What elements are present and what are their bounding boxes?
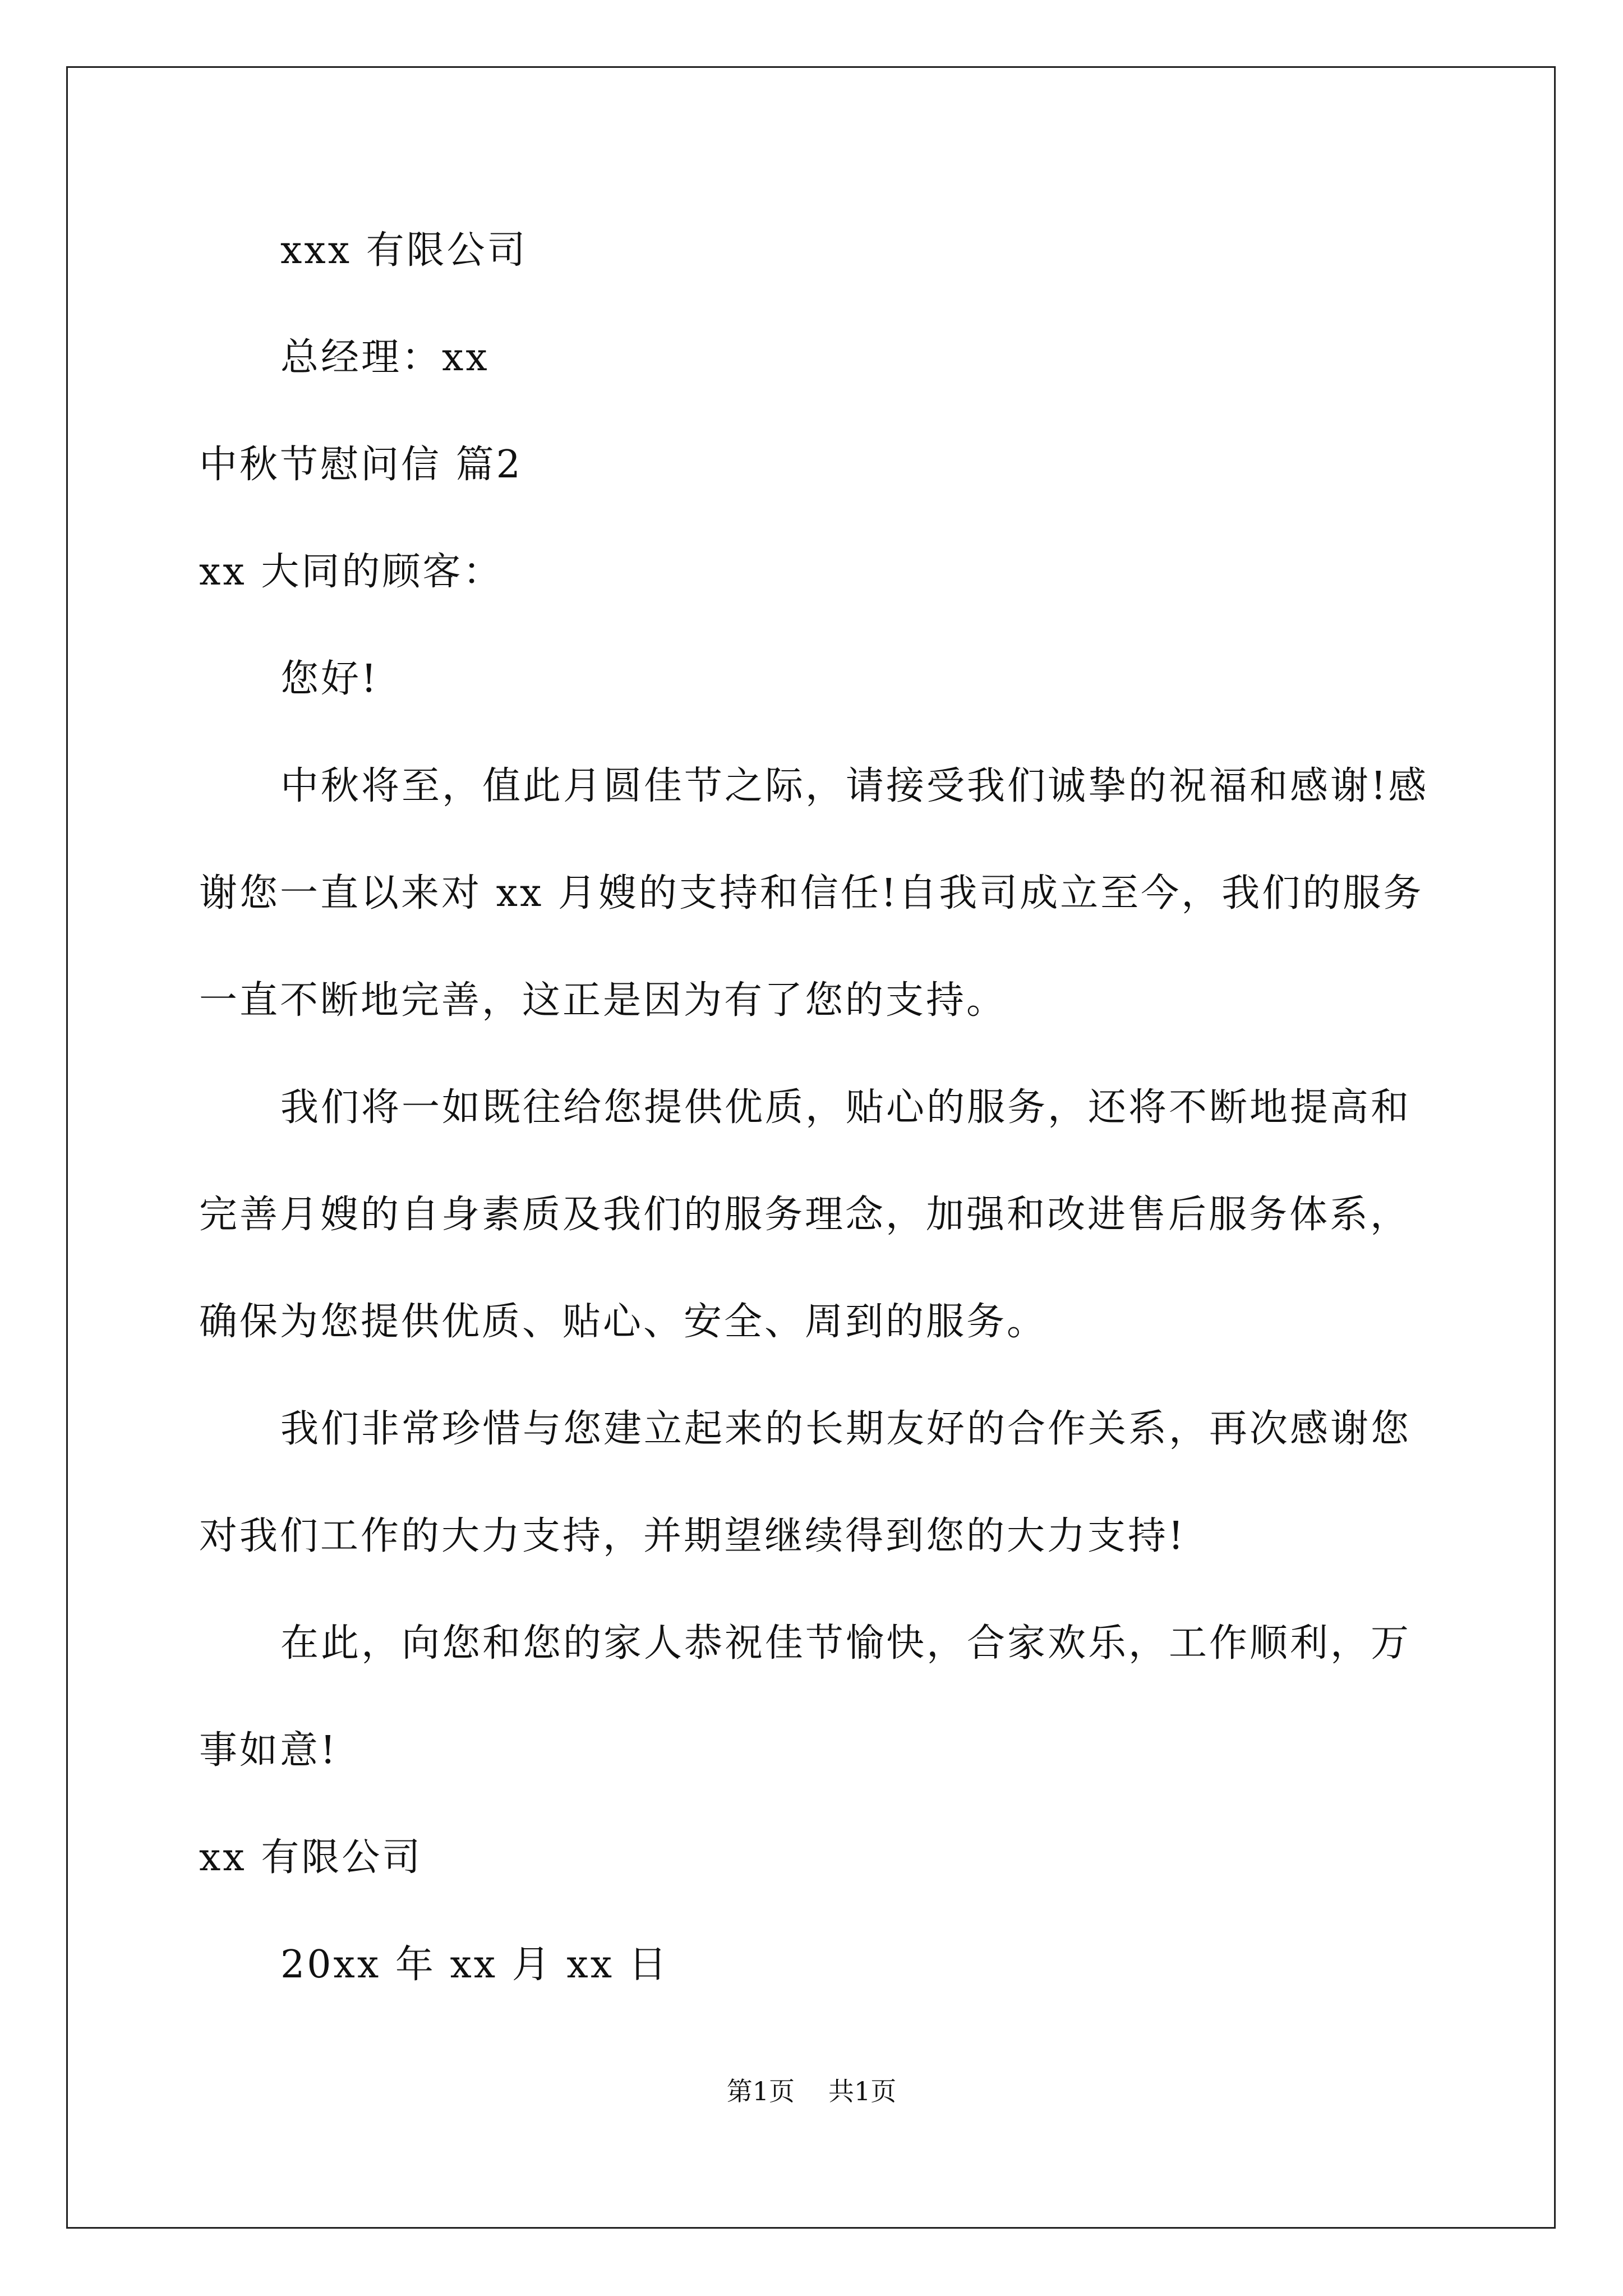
body-paragraph-1-line-2: 谢您一直以来对 xx 月嫂的支持和信任!自我司成立至今，我们的服务: [199, 871, 1424, 915]
page-number: 第1页: [726, 2076, 795, 2106]
body-paragraph-2-line-2: 完善月嫂的自身素质及我们的服务理念，加强和改进售后服务体系，: [199, 1193, 1411, 1237]
page-footer: [0, 2076, 1623, 2107]
company-signature-line: xxx 有限公司: [280, 228, 528, 273]
body-paragraph-3-line-1: 我们非常珍惜与您建立起来的长期友好的合作关系，再次感谢您: [280, 1407, 1412, 1451]
greeting: 您好!: [280, 657, 379, 701]
general-manager-line: 总经理：xx: [280, 335, 490, 380]
closing-date: 20xx 年 xx 月 xx 日: [280, 1943, 669, 1987]
body-paragraph-2-line-1: 我们将一如既往给您提供优质，贴心的服务，还将不断地提高和: [280, 1085, 1412, 1130]
body-paragraph-3-line-2: 对我们工作的大力支持，并期望继续得到您的大力支持!: [199, 1514, 1186, 1558]
body-paragraph-2-line-3: 确保为您提供优质、贴心、安全、周到的服务。: [199, 1300, 1048, 1344]
letter-title: 中秋节慰问信 篇2: [199, 443, 523, 487]
page-total: 共1页: [828, 2076, 897, 2106]
closing-company: xx 有限公司: [199, 1835, 423, 1880]
body-paragraph-1-line-3: 一直不断地完善，这正是因为有了您的支持。: [199, 978, 1007, 1023]
page-border: [66, 66, 1556, 2229]
body-paragraph-4-line-2: 事如意!: [199, 1728, 338, 1773]
body-paragraph-4-line-1: 在此，向您和您的家人恭祝佳节愉快，合家欢乐，工作顺利，万: [280, 1621, 1412, 1665]
salutation: xx 大同的顾客：: [199, 550, 504, 594]
body-paragraph-1-line-1: 中秋将至，值此月圆佳节之际，请接受我们诚挚的祝福和感谢!感: [280, 764, 1429, 808]
